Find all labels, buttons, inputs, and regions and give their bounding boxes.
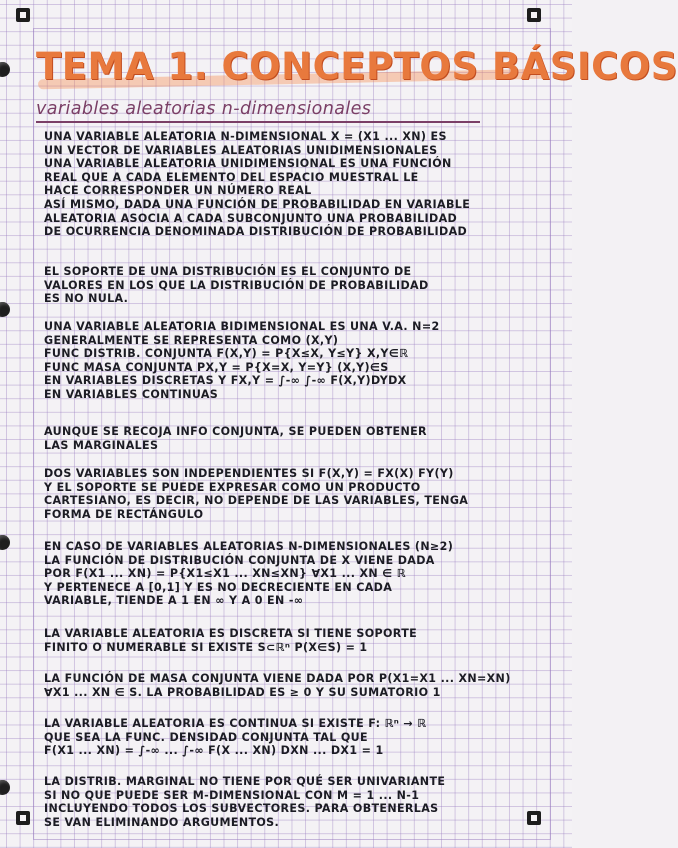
text-line: UN VECTOR DE VARIABLES ALEATORIAS UNIDIMENSIONALES [44,143,438,157]
text-line: FUNC MASA CONJUNTA PX,Y = P{X=X, Y=Y} (X,Y)∈S [44,360,389,374]
text-line: LA FUNCIÓN DE MASA CONJUNTA VIENE DADA POR P(X1=X1 ... XN=XN) [44,672,511,685]
text-line: ASÍ MISMO, DADA UNA FUNCIÓN DE PROBABILIDAD EN VARIABLE [44,197,471,211]
text-line: POR F(X1 ... XN) = P{X1≤X1 ... XN≤XN} ∀X1 ... XN ∈ ℝ [44,567,406,581]
text-line: QUE SEA LA FUNC. DENSIDAD CONJUNTA TAL QUE [44,730,368,744]
text-line: SI NO QUE PUEDE SER M-DIMENSIONAL CON M = 1 ... N-1 [44,788,420,802]
text-line: EN VARIABLES DISCRETAS Y FX,Y = ∫-∞ ∫-∞ F(X,Y)DYDX [44,374,407,388]
text-line: FUNC DISTRIB. CONJUNTA F(X,Y) = P{X≤X, Y≤Y} X,Y∈ℝ [44,347,409,361]
text-line: UNA VARIABLE ALEATORIA N-DIMENSIONAL X = (X1 ... XN) ES [44,130,447,143]
subtitle-underline [36,121,480,123]
text-line: AUNQUE SE RECOJA INFO CONJUNTA, SE PUEDEN OBTENER [44,425,427,438]
text-line: FORMA DE RECTÁNGULO [44,507,204,521]
text-line: REAL QUE A CADA ELEMENTO DEL ESPACIO MUESTRAL LE [44,170,419,184]
text-line: EN VARIABLES CONTINUAS [44,387,219,401]
text-line: EN CASO DE VARIABLES ALEATORIAS N-DIMENSIONALES (N≥2) [44,540,454,553]
text-line: VARIABLE, TIENDE A 1 EN ∞ Y A 0 EN -∞ [44,594,304,608]
corner-marker-top-left [16,8,30,22]
text-line: HACE CORRESPONDER UN NÚMERO REAL [44,184,312,198]
corner-marker-bottom-left [16,811,30,825]
text-line: INCLUYENDO TODOS LOS SUBVECTORES. PARA OBTENERLAS [44,802,439,816]
page-title: TEMA 1. CONCEPTOS BÁSICOS [36,45,678,88]
binder-hole [0,302,10,317]
text-line: FINITO O NUMERABLE SI EXISTE S⊂ℝⁿ P(X∈S) = 1 [44,640,368,654]
text-line: SE VAN ELIMINANDO ARGUMENTOS. [44,815,280,829]
text-line: LA FUNCIÓN DE DISTRIBUCIÓN CONJUNTA DE X VIENE DADA [44,553,435,567]
paragraph-continua [44,717,552,758]
text-line: LA VARIABLE ALEATORIA ES DISCRETA SI TIENE SOPORTE [44,627,418,640]
text-line: UNA VARIABLE ALEATORIA UNIDIMENSIONAL ES UNA FUNCIÓN [44,157,452,171]
text-line: F(X1 ... XN) = ∫-∞ ... ∫-∞ F(X ... XN) DXN ... DX1 = 1 [44,744,384,758]
paragraph-definition [44,130,552,239]
text-line: CARTESIANO, ES DECIR, NO DEPENDE DE LAS VARIABLES, TENGA [44,494,469,508]
paragraph-distrib-marginal [44,775,552,829]
binder-hole [0,535,10,550]
paragraph-marginales [44,425,552,452]
text-line: Y PERTENECE A [0,1] Y ES NO DECRECIENTE EN CADA [44,580,393,594]
paragraph-masa-conjunta [44,672,552,699]
text-line: EL SOPORTE DE UNA DISTRIBUCIÓN ES EL CONJUNTO DE [44,265,412,278]
text-line: Y EL SOPORTE SE PUEDE EXPRESAR COMO UN PRODUCTO [44,480,421,494]
text-line: UNA VARIABLE ALEATORIA BIDIMENSIONAL ES UNA V.A. N=2 [44,320,440,333]
text-line: LAS MARGINALES [44,438,159,452]
text-line: ALEATORIA ASOCIA A CADA SUBCONJUNTO UNA PROBABILIDAD [44,211,458,225]
text-line: DOS VARIABLES SON INDEPENDIENTES SI F(X,Y) = FX(X) FY(Y) [44,467,454,480]
text-line: ES NO NULA. [44,292,129,306]
paragraph-n-dimensionales [44,540,552,608]
binder-hole [0,780,10,795]
text-line: DE OCURRENCIA DENOMINADA DISTRIBUCIÓN DE PROBABILIDAD [44,225,468,239]
text-line: LA DISTRIB. MARGINAL NO TIENE POR QUÉ SER UNIVARIANTE [44,775,446,788]
text-line: ∀X1 ... XN ∈ S. LA PROBABILIDAD ES ≥ 0 Y SU SUMATORIO 1 [44,685,441,699]
binder-hole [0,62,10,77]
section-subtitle: variables aleatorias n-dimensionales [36,99,372,119]
paragraph-discreta [44,627,552,654]
text-line: LA VARIABLE ALEATORIA ES CONTINUA SI EXISTE F: ℝⁿ → ℝ [44,717,427,730]
text-line: VALORES EN LOS QUE LA DISTRIBUCIÓN DE PROBABILIDAD [44,278,429,292]
text-line: GENERALMENTE SE REPRESENTA COMO (X,Y) [44,333,339,347]
paragraph-bidimensional [44,320,552,402]
corner-marker-top-right [527,8,541,22]
paragraph-soporte [44,265,552,306]
paragraph-independientes [44,467,552,521]
